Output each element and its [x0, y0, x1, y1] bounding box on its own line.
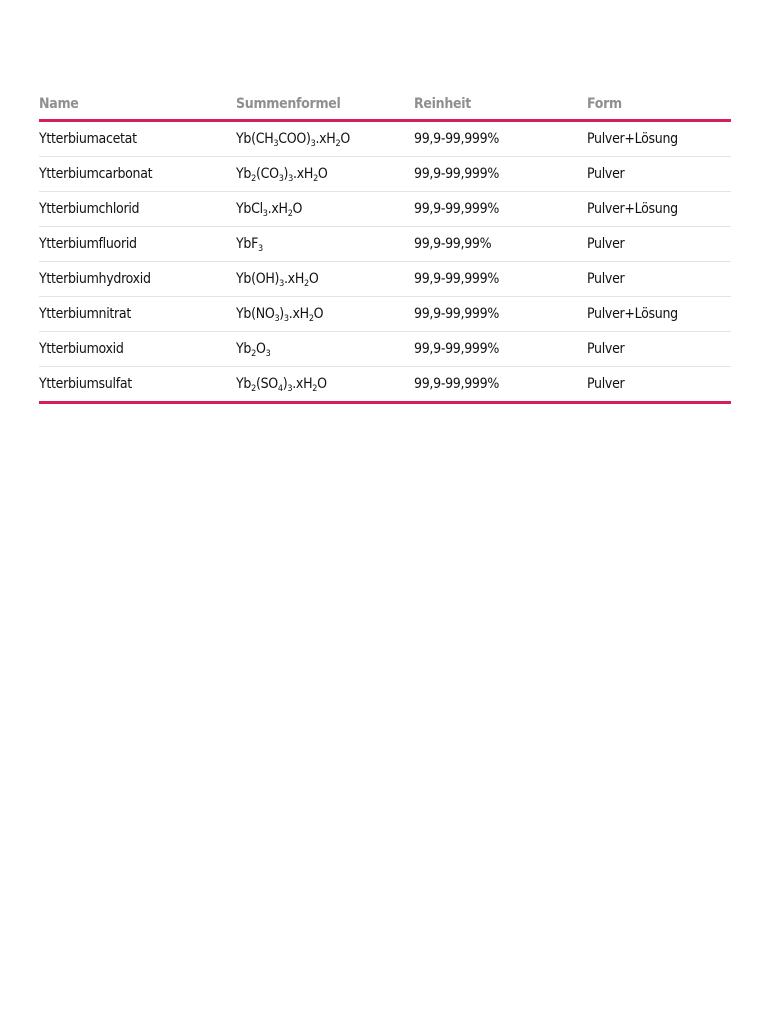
formula-cell: [236, 192, 414, 227]
form-cell: Pulver: [587, 367, 731, 403]
form-cell: Pulver: [587, 332, 731, 367]
formula-subscript: 4: [277, 384, 283, 394]
formula-subscript: 3: [262, 209, 268, 219]
formula-subscript: 3: [279, 279, 284, 289]
table-header-row: [39, 88, 731, 121]
formula-segment: (CO: [255, 166, 279, 182]
formula-subscript: 2: [251, 174, 256, 184]
formula-segment: Yb(OH): [236, 271, 280, 287]
table-row: [39, 192, 731, 227]
table-row: [39, 262, 731, 297]
formula-subscript: 3: [287, 384, 293, 394]
formula-segment: .xH: [293, 166, 314, 182]
form-cell: Pulver+Lösung: [587, 121, 731, 157]
form-cell: Pulver: [587, 262, 731, 297]
table-row: [39, 121, 731, 157]
column-header-form: Form: [587, 88, 731, 121]
formula-segment: .xH: [283, 271, 304, 287]
formula-cell: [236, 367, 414, 403]
purity-cell: 99,9-99,999%: [414, 297, 587, 332]
formula-segment: O: [317, 376, 327, 392]
formula-segment: ): [279, 306, 284, 322]
table-row: [39, 297, 731, 332]
formula-segment: ): [282, 376, 288, 392]
formula-segment: Yb: [236, 166, 252, 182]
formula-subscript: 2: [312, 384, 318, 394]
formula-subscript: 3: [274, 314, 280, 324]
column-header-name: Name: [39, 88, 236, 121]
form-cell: Pulver: [587, 227, 731, 262]
formula-cell: [236, 227, 414, 262]
compound-name-cell: Ytterbiumacetat: [39, 121, 236, 157]
formula-cell: [236, 157, 414, 192]
formula-subscript: 2: [313, 174, 318, 184]
formula-segment: O: [317, 166, 328, 182]
formula-subscript: 2: [251, 384, 256, 394]
formula-segment: .xH: [292, 376, 313, 392]
formula-segment: (SO: [255, 376, 278, 392]
formula-subscript: 2: [251, 349, 256, 359]
formula-segment: O: [292, 201, 303, 217]
formula-subscript: 3: [273, 139, 279, 149]
formula-subscript: 2: [287, 209, 293, 219]
formula-subscript: 3: [258, 244, 263, 254]
table-body: [39, 121, 731, 403]
compound-name-cell: Ytterbiumcarbonat: [39, 157, 236, 192]
formula-segment: O: [255, 341, 266, 357]
purity-cell: 99,9-99,999%: [414, 157, 587, 192]
purity-cell: 99,9-99,999%: [414, 367, 587, 403]
formula-segment: .xH: [315, 131, 336, 147]
formula-cell: [236, 332, 414, 367]
form-cell: Pulver+Lösung: [587, 297, 731, 332]
formula-segment: .xH: [267, 201, 288, 217]
purity-cell: 99,9-99,999%: [414, 332, 587, 367]
formula-cell: [236, 121, 414, 157]
table-row: [39, 367, 731, 403]
formula-cell: [236, 262, 414, 297]
compound-name-cell: Ytterbiumfluorid: [39, 227, 236, 262]
formula-segment: ): [283, 166, 289, 182]
formula-subscript: 3: [288, 174, 294, 184]
formula-cell: [236, 297, 414, 332]
purity-cell: 99,9-99,99%: [414, 227, 587, 262]
formula-segment: Yb: [236, 341, 252, 357]
formula-subscript: 3: [265, 349, 271, 359]
column-header-formula: Summenformel: [236, 88, 414, 121]
formula-segment: Yb(CH: [236, 131, 274, 147]
table-row: [39, 332, 731, 367]
compound-name-cell: Ytterbiumnitrat: [39, 297, 236, 332]
formula-segment: O: [308, 271, 319, 287]
table-row: [39, 227, 731, 262]
formula-subscript: 2: [335, 139, 341, 149]
formula-segment: YbF: [236, 236, 259, 252]
form-cell: Pulver+Lösung: [587, 192, 731, 227]
compound-name-cell: Ytterbiumsulfat: [39, 367, 236, 403]
formula-segment: Yb: [236, 376, 252, 392]
formula-segment: O: [313, 306, 324, 322]
formula-segment: Yb(NO: [236, 306, 275, 322]
formula-subscript: 3: [283, 314, 289, 324]
form-cell: Pulver: [587, 157, 731, 192]
formula-subscript: 3: [278, 174, 284, 184]
formula-segment: COO): [278, 131, 311, 147]
purity-cell: 99,9-99,999%: [414, 121, 587, 157]
compound-name-cell: Ytterbiumchlorid: [39, 192, 236, 227]
product-table-container: [39, 88, 731, 404]
column-header-purity: Reinheit: [414, 88, 587, 121]
purity-cell: 99,9-99,999%: [414, 262, 587, 297]
compound-name-cell: Ytterbiumhydroxid: [39, 262, 236, 297]
formula-segment: O: [340, 131, 350, 147]
ytterbium-compounds-table: [39, 88, 731, 404]
compound-name-cell: Ytterbiumoxid: [39, 332, 236, 367]
formula-subscript: 2: [304, 279, 309, 289]
formula-segment: YbCl: [236, 201, 263, 217]
formula-segment: .xH: [288, 306, 309, 322]
formula-subscript: 2: [308, 314, 314, 324]
purity-cell: 99,9-99,999%: [414, 192, 587, 227]
table-row: [39, 157, 731, 192]
formula-subscript: 3: [310, 139, 316, 149]
